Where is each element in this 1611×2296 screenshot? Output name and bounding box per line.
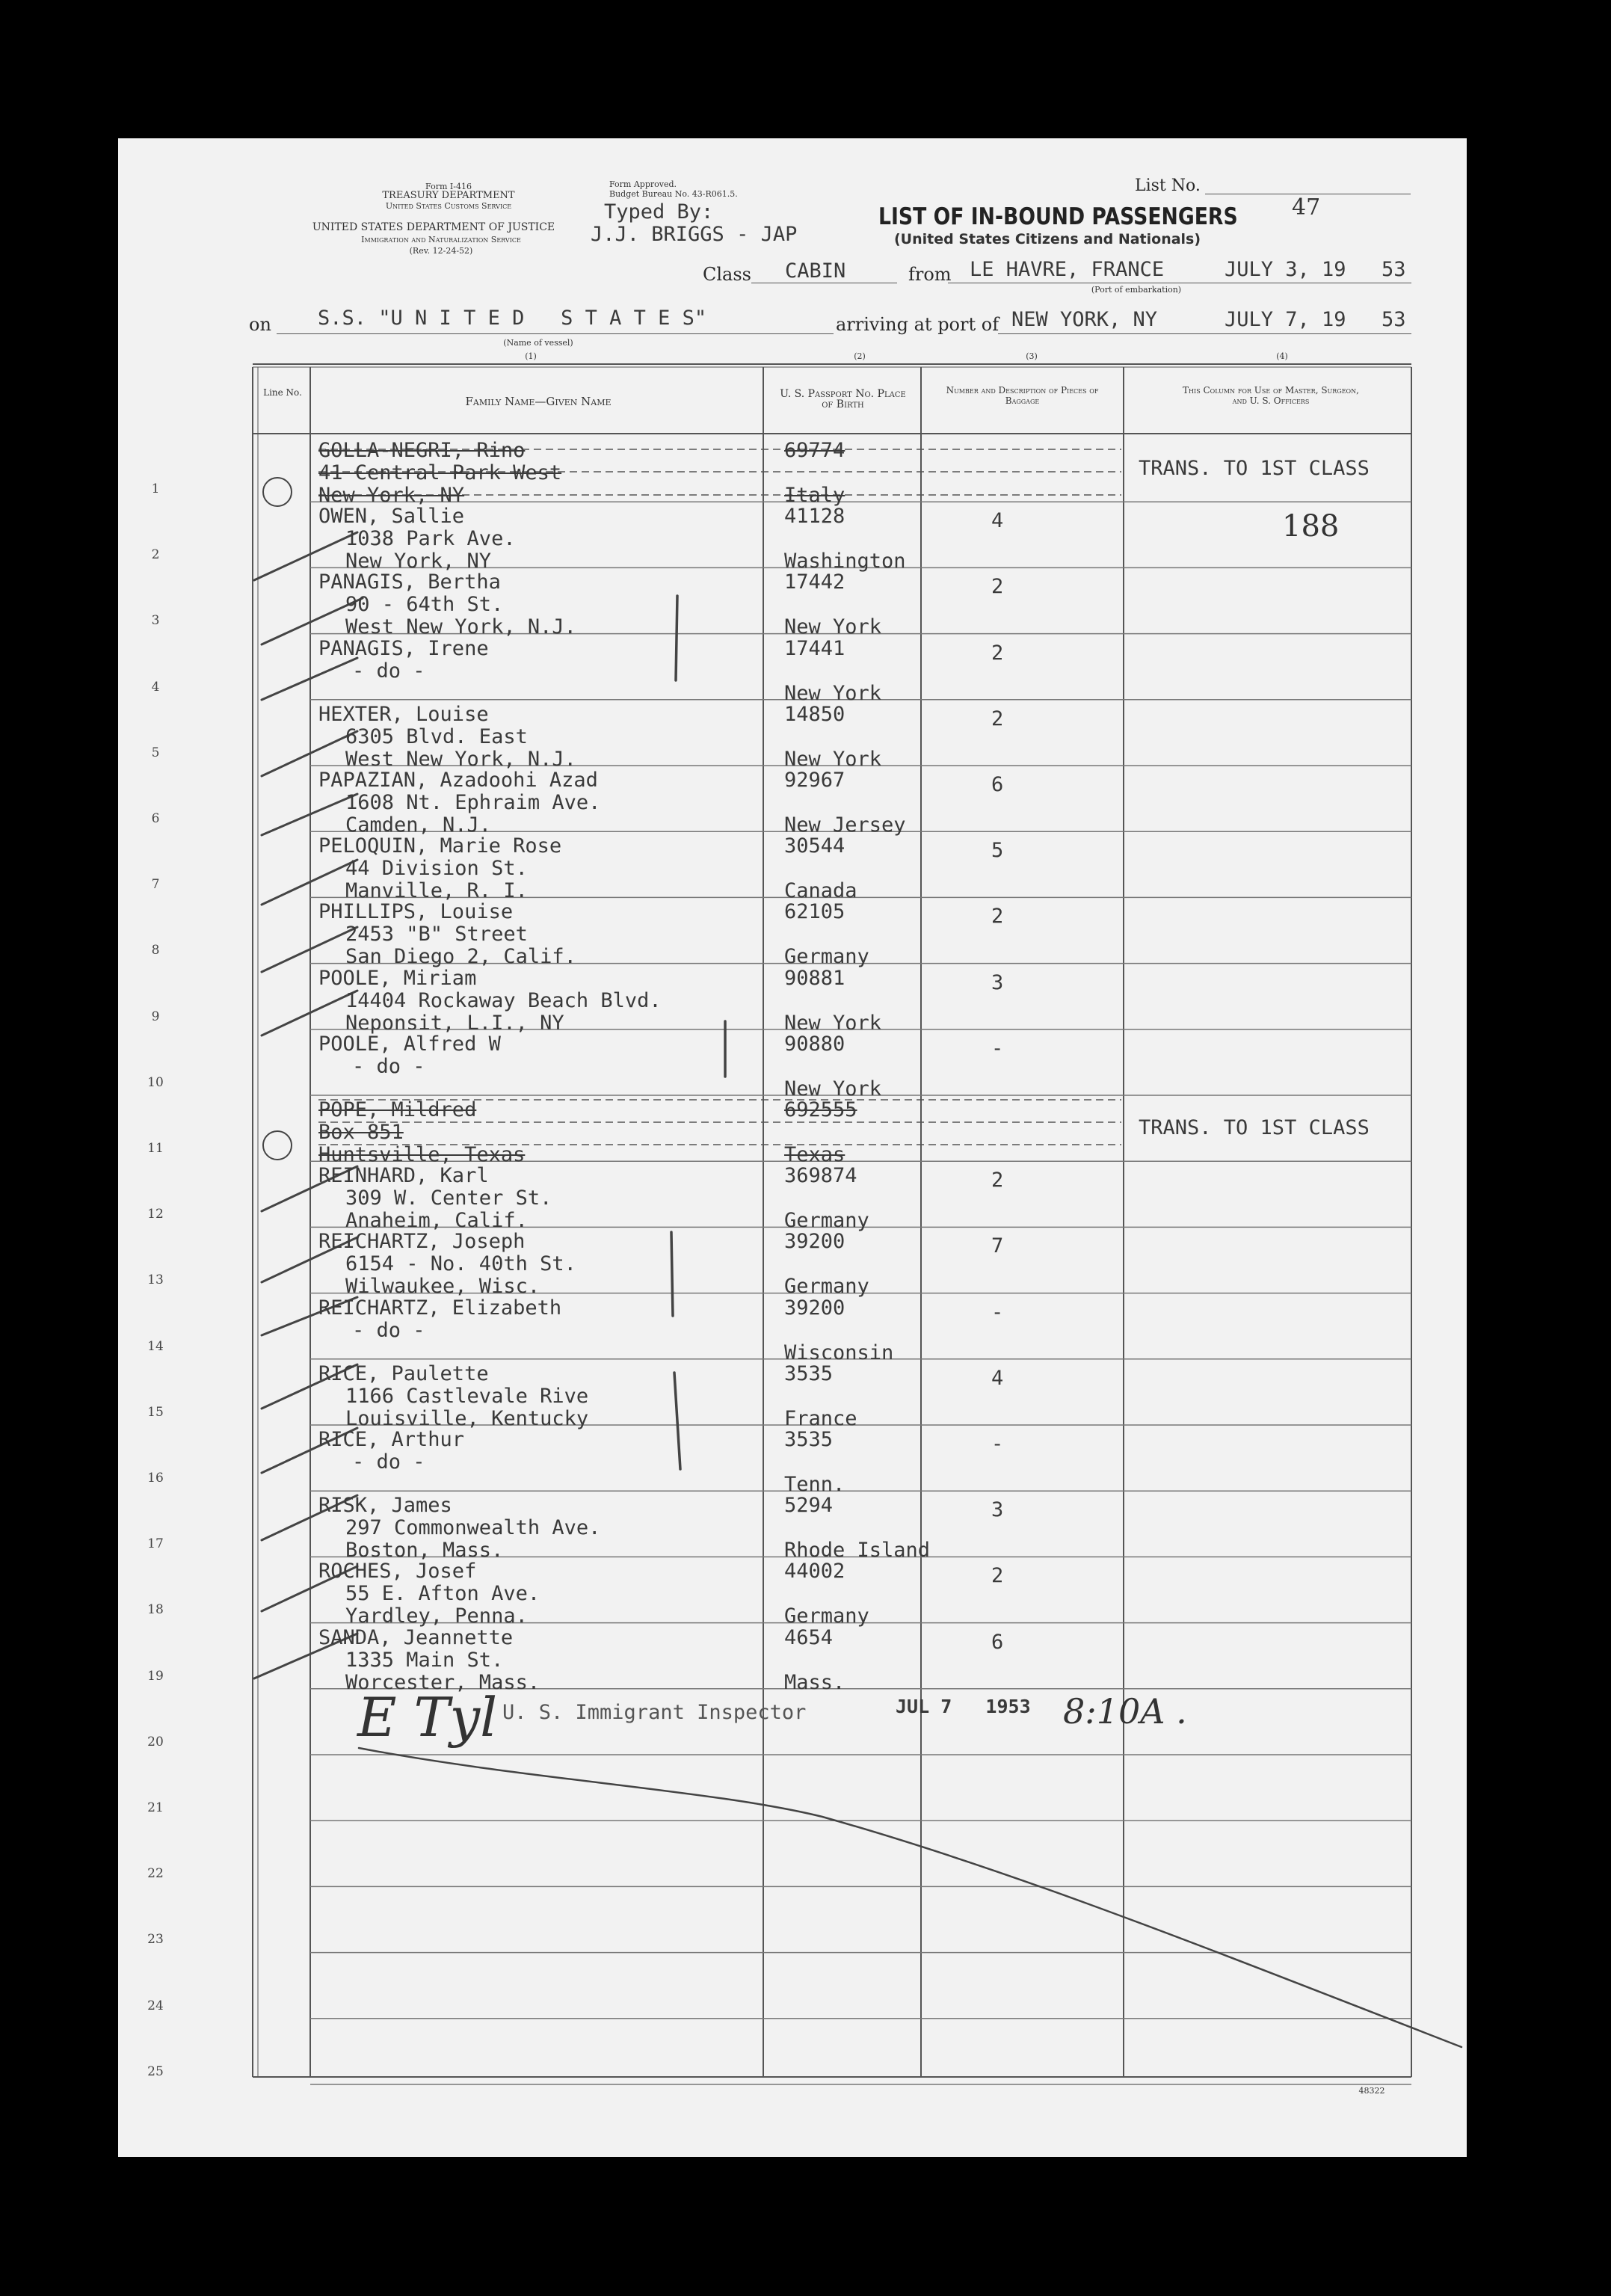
passenger-address: 6305 Blvd. East [345, 724, 528, 748]
passport-number: 17442 [784, 570, 845, 594]
baggage-count: 2 [991, 641, 1004, 665]
passenger-name: ROCHES, Josef [318, 1560, 477, 1583]
passenger-address: Worcester, Mass. [345, 1670, 540, 1694]
list-no-value: 47 [1292, 194, 1321, 221]
passenger-address: 41 Central Park West [318, 461, 562, 484]
place-of-birth: Wisconsin [784, 1341, 894, 1364]
passport-number: 39200 [784, 1296, 845, 1320]
baggage-count: - [991, 1036, 1004, 1060]
baggage-count: 4 [991, 509, 1004, 533]
officer-note: 188 [1282, 509, 1340, 544]
passport-number: 41128 [784, 505, 845, 529]
from-label: from [908, 264, 952, 285]
inspector-label: U. S. Immigrant Inspector [502, 1701, 807, 1724]
place-of-birth: New York [784, 681, 882, 705]
baggage-count: 6 [991, 1630, 1004, 1654]
passenger-name: HEXTER, Louise [318, 702, 489, 726]
line-number: 4 [151, 679, 160, 695]
inspector-signature: E Tyl [357, 1686, 498, 1749]
passenger-address: 1608 Nt. Ephraim Ave. [345, 791, 601, 814]
passenger-name: PELOQUIN, Marie Rose [318, 834, 562, 858]
place-of-birth: Germany [784, 945, 869, 969]
baggage-count: 4 [991, 1366, 1004, 1390]
passenger-address: New York, NY [318, 484, 465, 507]
passport-number: 62105 [784, 900, 845, 924]
line-number: 6 [151, 811, 160, 826]
passenger-name: PANAGIS, Bertha [318, 570, 501, 594]
line-number: 3 [151, 613, 160, 629]
passenger-address: 297 Commonwealth Ave. [345, 1516, 601, 1540]
form-title: LIST OF IN-BOUND PASSENGERS [878, 203, 1238, 230]
passenger-address: New York, NY [345, 550, 492, 573]
passenger-address: Louisville, Kentucky [345, 1406, 589, 1430]
place-of-birth: Washington [784, 550, 906, 573]
passenger-name: REINHARD, Karl [318, 1164, 489, 1188]
typed-by-value: J.J. BRIGGS - JAP [591, 223, 798, 246]
inspection-stamp-date: JUL 7 1953 [896, 1696, 1031, 1717]
place-of-birth: France [784, 1406, 857, 1430]
line-number: 14 [147, 1338, 164, 1354]
passenger-address: Huntsville, Texas [318, 1143, 526, 1166]
passenger-address: Wilwaukee, Wisc. [345, 1275, 540, 1299]
passenger-name: GOLLA-NEGRI, Rino [318, 439, 526, 462]
passenger-name: OWEN, Sallie [318, 505, 465, 529]
place-of-birth: Tenn. [784, 1473, 845, 1496]
line-number: 2 [151, 547, 160, 563]
arrival-port: NEW YORK, NY [1011, 308, 1158, 331]
from-date: JULY 3, 19 [1225, 258, 1346, 281]
passenger-address: 14404 Rockaway Beach Blvd. [345, 988, 662, 1012]
line-number: 12 [147, 1207, 164, 1222]
passenger-address: - do - [352, 1318, 425, 1342]
passenger-address: Camden, N.J. [345, 813, 492, 837]
footer-number: 48322 [1358, 2086, 1385, 2096]
place-of-birth: New York [784, 1011, 882, 1035]
baggage-count: - [991, 1300, 1004, 1324]
line-number: 7 [151, 877, 160, 893]
passport-number: 3535 [784, 1428, 834, 1451]
passenger-address: West New York, N.J. [345, 747, 576, 771]
place-of-birth: Germany [784, 1604, 869, 1628]
passenger-address: 90 - 64th St. [345, 593, 504, 617]
passenger-name: POOLE, Alfred W [318, 1032, 501, 1056]
baggage-count: - [991, 1432, 1004, 1456]
passenger-name: RISK, James [318, 1494, 452, 1518]
passport-number: 39200 [784, 1230, 845, 1254]
baggage-count: 2 [991, 1564, 1004, 1588]
line-number: 20 [147, 1734, 164, 1749]
passenger-address: 6154 - No. 40th St. [345, 1252, 576, 1276]
line-number: 16 [147, 1471, 164, 1486]
passenger-address: West New York, N.J. [345, 615, 576, 639]
passport-number: 4654 [784, 1625, 834, 1649]
passenger-address: Boston, Mass. [345, 1539, 504, 1563]
line-number: 19 [147, 1668, 164, 1684]
line-number: 1 [151, 481, 160, 496]
place-of-birth: Canada [784, 879, 857, 903]
passenger-name: REICHARTZ, Elizabeth [318, 1296, 562, 1320]
on-label: on [249, 314, 271, 335]
port-embark-caption: (Port of embarkation) [1091, 285, 1182, 295]
passenger-address: Yardley, Penna. [345, 1604, 528, 1628]
passenger-address: - do - [352, 1054, 425, 1078]
passport-number: 90880 [784, 1032, 845, 1056]
justice-dept: UNITED STATES DEPARTMENT OF JUSTICE [312, 221, 555, 233]
vessel-caption: (Name of vessel) [503, 338, 573, 348]
line-number: 13 [147, 1272, 164, 1288]
header-name: Family Name—Given Name [465, 395, 612, 408]
passenger-name: POOLE, Miriam [318, 966, 477, 990]
from-year: 53 [1381, 258, 1406, 281]
passenger-address: 55 E. Afton Ave. [345, 1582, 540, 1606]
passenger-name: POPE, Mildred [318, 1098, 477, 1121]
line-number: 25 [147, 2063, 164, 2079]
passport-number: 30544 [784, 834, 845, 858]
line-number: 8 [151, 943, 160, 958]
passenger-name: PANAGIS, Irene [318, 636, 489, 660]
form-approved: Form Approved. [609, 179, 677, 189]
passenger-address: 1038 Park Ave. [345, 527, 516, 551]
form-revision: (Rev. 12-24-52) [409, 246, 473, 256]
line-number: 10 [147, 1074, 164, 1090]
class-value: CABIN [785, 259, 846, 283]
place-of-birth: New Jersey [784, 813, 906, 837]
passenger-address: 1335 Main St. [345, 1648, 504, 1672]
from-port: LE HAVRE, FRANCE [970, 258, 1165, 281]
col-num-2: (2) [854, 351, 866, 361]
baggage-count: 3 [991, 970, 1004, 994]
baggage-count: 2 [991, 905, 1004, 929]
customs-service: United States Customs Service [385, 201, 512, 211]
passenger-address: 2453 "B" Street [345, 923, 528, 947]
passenger-name: SANDA, Jeannette [318, 1625, 514, 1649]
arriving-label: arriving at port of [836, 314, 999, 335]
line-number: 24 [147, 1998, 164, 2013]
line-number: 23 [147, 1932, 164, 1948]
passport-number: 92967 [784, 769, 845, 792]
list-no-label: List No. [1135, 176, 1201, 195]
typed-by-label: Typed By: [604, 200, 714, 224]
place-of-birth: New York [784, 615, 882, 639]
line-number: 22 [147, 1866, 164, 1882]
place-of-birth: New York [784, 1077, 882, 1101]
arrival-date: JULY 7, 19 [1225, 308, 1346, 331]
passport-number: 90881 [784, 966, 845, 990]
passenger-address: 309 W. Center St. [345, 1187, 552, 1210]
passport-number: 14850 [784, 702, 845, 726]
line-number: 17 [147, 1536, 164, 1552]
form-subtitle: (United States Citizens and Nationals) [894, 231, 1201, 247]
passport-number: 5294 [784, 1494, 834, 1518]
place-of-birth: Italy [784, 484, 845, 507]
officer-note: TRANS. TO 1ST CLASS [1139, 457, 1370, 480]
place-of-birth: Texas [784, 1143, 845, 1166]
passenger-name: PAPAZIAN, Azadoohi Azad [318, 769, 598, 792]
passenger-address: Neponsit, L.I., NY [345, 1011, 564, 1035]
line-number: 21 [147, 1800, 164, 1815]
budget-bureau: Budget Bureau No. 43-R061.5. [609, 189, 738, 199]
vessel-name: S.S. "U N I T E D S T A T E S" [318, 307, 707, 330]
place-of-birth: Germany [784, 1209, 869, 1233]
passenger-address: Manville, R. I. [345, 879, 528, 903]
passenger-address: Anaheim, Calif. [345, 1209, 528, 1233]
passenger-address: 44 Division St. [345, 857, 528, 881]
header-officers: This Column for Use of Master, Surgeon, and U. S. Officers [1183, 385, 1359, 406]
passenger-name: REICHARTZ, Joseph [318, 1230, 526, 1254]
place-of-birth: Germany [784, 1275, 869, 1299]
baggage-count: 3 [991, 1498, 1004, 1522]
passenger-name: RICE, Arthur [318, 1428, 465, 1451]
arrival-year: 53 [1381, 308, 1406, 331]
baggage-count: 5 [991, 839, 1004, 863]
form-number: Form I-416 [425, 182, 472, 191]
passport-number: 692555 [784, 1098, 857, 1121]
passport-number: 44002 [784, 1560, 845, 1583]
line-number: 18 [147, 1602, 164, 1618]
passenger-address: - do - [352, 1450, 425, 1474]
baggage-count: 7 [991, 1234, 1004, 1258]
baggage-count: 2 [991, 1169, 1004, 1192]
place-of-birth: Rhode Island [784, 1539, 931, 1563]
passenger-name: PHILLIPS, Louise [318, 900, 514, 924]
line-number: 15 [147, 1404, 164, 1420]
line-number: 11 [147, 1141, 164, 1156]
passport-number: 69774 [784, 439, 845, 462]
passenger-address: - do - [352, 659, 425, 683]
header-line-no: Line No. [263, 387, 302, 398]
place-of-birth: New York [784, 747, 882, 771]
passenger-address: San Diego 2, Calif. [345, 945, 576, 969]
header-baggage: Number and Description of Pieces of Baggage [946, 385, 1099, 406]
passport-number: 17441 [784, 636, 845, 660]
officer-note: TRANS. TO 1ST CLASS [1139, 1116, 1370, 1139]
baggage-count: 2 [991, 575, 1004, 599]
baggage-count: 6 [991, 773, 1004, 796]
ins-service: Immigration and Naturalization Service [361, 235, 521, 244]
passenger-address: 1166 Castlevale Rive [345, 1384, 589, 1408]
line-number: 5 [151, 745, 160, 760]
treasury-dept: TREASURY DEPARTMENT [382, 190, 515, 201]
passport-number: 369874 [784, 1164, 857, 1188]
inspection-time: 8:10A . [1063, 1691, 1187, 1732]
col-num-4: (4) [1276, 351, 1288, 361]
passenger-address: Box 851 [318, 1121, 404, 1144]
passport-number: 3535 [784, 1361, 834, 1385]
class-label: Class [703, 264, 751, 285]
col-num-3: (3) [1026, 351, 1038, 361]
baggage-count: 2 [991, 707, 1004, 730]
col-num-1: (1) [525, 351, 537, 361]
line-number: 9 [151, 1009, 160, 1024]
header-passport: U. S. Passport No. Place of Birth [780, 388, 906, 410]
place-of-birth: Mass. [784, 1670, 845, 1694]
passenger-name: RICE, Paulette [318, 1361, 489, 1385]
